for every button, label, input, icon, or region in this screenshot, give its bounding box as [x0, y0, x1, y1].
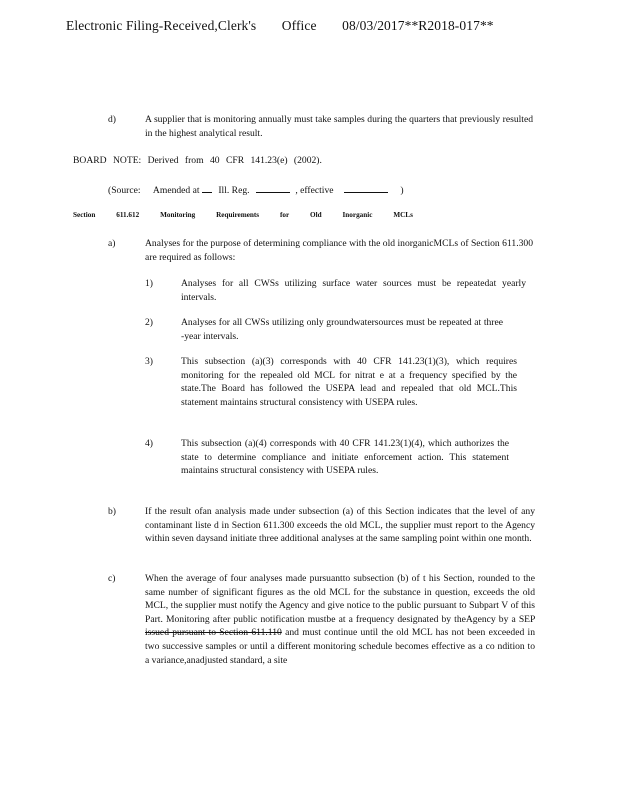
- filing-header-left: Electronic Filing-Received,Clerk's: [66, 18, 257, 33]
- filing-header: [66, 18, 494, 34]
- subitem-label: 1): [145, 278, 153, 289]
- subitem-text: Analyses for all CWSs utilizing surface water sources must be repeatedat yearly intervals.: [181, 278, 526, 303]
- section-heading-word: Old: [310, 211, 322, 219]
- item-c-text: [145, 572, 535, 667]
- source-close: ): [400, 185, 404, 196]
- item-d-label: d): [108, 114, 116, 125]
- source-amended: Amended at: [152, 185, 200, 196]
- source-effective: , effective: [295, 185, 334, 196]
- board-note: BOARD NOTE: Derived from 40 CFR 141.23(e) (2002).: [73, 155, 322, 166]
- section-heading-word: 611.612: [116, 211, 140, 219]
- subitem-text: Analyses for all CWSs utilizing only groundwatersources must be repeated at three -year intervals.: [181, 317, 503, 342]
- section-heading-word: for: [279, 211, 290, 219]
- subitem-label: 3): [145, 356, 153, 367]
- filing-header-office: Office: [281, 18, 317, 33]
- item-d-text: A supplier that is monitoring annually must take samples during the quarters that previously resulted in the highest analytical result.: [145, 114, 533, 139]
- subitem-label: 2): [145, 317, 153, 328]
- item-a-text: Analyses for the purpose of determining compliance with the old inorganicMCLs of Section 611.300 are required as follows:: [145, 238, 533, 263]
- item-b-text: If the result ofan analysis made under subsection (a) of this Section indicates that the level of any contaminant liste d in Section 611.300 exceeds the old MCL, the supplier must report to the Agency within seven daysand initiate three additional analyses at the same sampling point within one month.: [145, 506, 535, 545]
- item-c-struck-text: issued pursuant to Section 611.110: [145, 627, 282, 639]
- section-heading-word: Requirements: [216, 211, 260, 219]
- section-heading-word: Section: [73, 211, 96, 219]
- section-heading-word: Inorganic: [342, 211, 373, 219]
- subitem-text: This subsection (a)(3) corresponds with 40 CFR 141.23(1)(3), which requires monitoring for the repealed old MCL for nitrat e at a frequency specified by the state.The Board has followed the USEPA lead and repealed that old MCL.This statement maintains structural consistency with USEPA rules.: [181, 356, 517, 408]
- item-c-label: c): [108, 573, 116, 584]
- section-heading: [73, 211, 413, 219]
- source-prefix: (Source:: [108, 185, 141, 196]
- item-c-text-after: and must continue until the old MCL has not been exceeded in two successive samples or until a different monitoring schedule becomes effective as a co ndition to a variance,anadjusted standard, a site: [145, 627, 536, 666]
- source-line: [108, 183, 448, 198]
- item-c-text-before: When the average of four analyses made pursuantto subsection (b) of t his Section, rounded to the same number of significant figures as the old MCL for the substance in question, exceeds the old MCL, the supplier must notify the Agency and give notice to the public pursuant to Subpart V of this Part. Monitoring after public notification mustbe at a frequency designated by theAgency by a SEP: [145, 573, 535, 625]
- item-a-label: a): [108, 238, 116, 249]
- subitem-label: 4): [145, 438, 153, 449]
- subitem-text: This subsection (a)(4) corresponds with 40 CFR 141.23(1)(4), which authorizes the state to determine compliance and initiate enforcement action. This statement maintains structural consistency with USEPA rules.: [181, 438, 509, 477]
- filing-header-stamp: 08/03/2017**R2018-017**: [342, 18, 494, 33]
- source-reg: Ill. Reg.: [218, 185, 250, 196]
- item-b-label: b): [108, 506, 116, 517]
- section-heading-word: MCLs: [393, 211, 413, 219]
- section-heading-word: Monitoring: [160, 211, 196, 219]
